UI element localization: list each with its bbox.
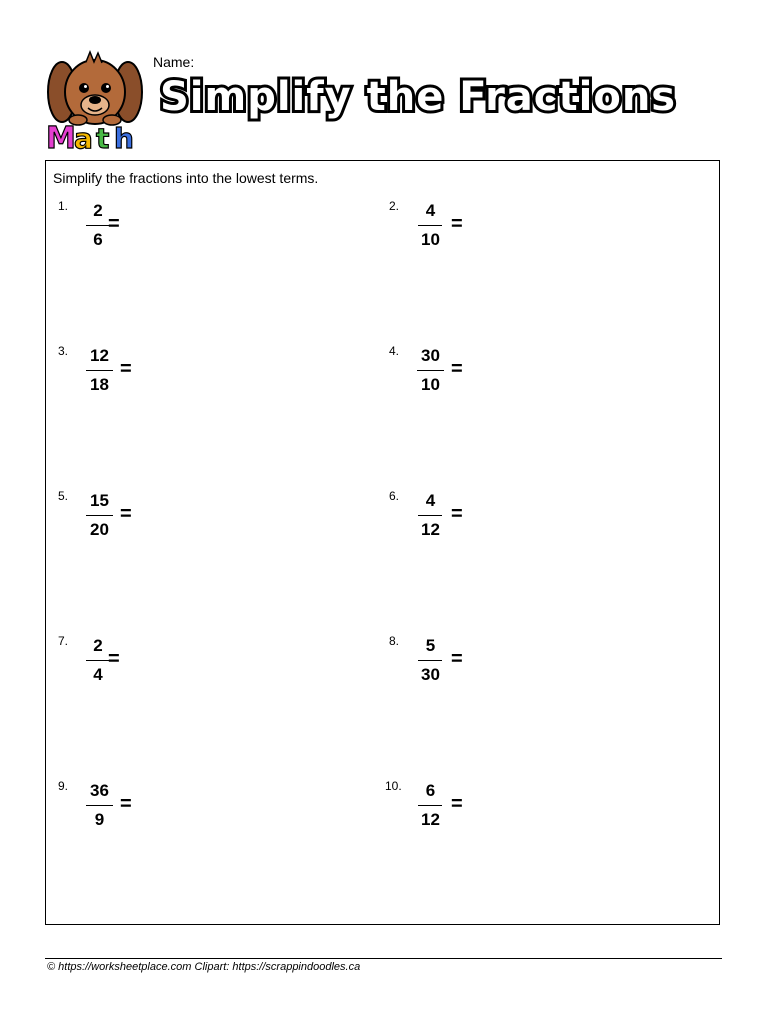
problem-number: 6.: [389, 489, 400, 503]
footer-divider: [45, 958, 722, 959]
fraction: [86, 344, 113, 397]
problem-1: [58, 199, 258, 259]
numerator: 4: [418, 489, 442, 516]
svg-text:a: a: [74, 122, 93, 152]
equals-sign: =: [108, 648, 120, 670]
denominator: 18: [90, 375, 109, 394]
problem-number: 9.: [58, 779, 69, 793]
equals-sign: =: [451, 213, 463, 235]
fraction: [417, 344, 444, 397]
fraction: [417, 489, 444, 542]
denominator: 6: [93, 230, 103, 249]
fraction: [417, 634, 444, 687]
problem-9: [58, 779, 258, 839]
fraction: [86, 199, 110, 252]
denominator: 9: [94, 810, 105, 829]
numerator: 12: [86, 344, 113, 371]
problem-number: 8.: [389, 634, 400, 648]
denominator: 10: [421, 230, 440, 249]
equals-sign: =: [120, 358, 132, 380]
equals-sign: =: [451, 503, 463, 525]
problem-3: [58, 344, 258, 404]
denominator: 20: [90, 520, 109, 539]
problem-number: 2.: [389, 199, 400, 213]
denominator: 12: [421, 810, 440, 829]
page-title: Simplify the Fractions: [160, 74, 677, 120]
problem-10: [385, 779, 585, 839]
fraction: [417, 779, 444, 832]
problem-8: [389, 634, 589, 694]
problem-number: 3.: [58, 344, 69, 358]
equals-sign: =: [451, 648, 463, 670]
problem-number: 7.: [58, 634, 69, 648]
equals-sign: =: [451, 793, 463, 815]
fraction: [86, 779, 113, 832]
numerator: 2: [86, 634, 110, 661]
denominator: 4: [93, 665, 103, 684]
instructions: Simplify the fractions into the lowest terms.: [53, 170, 319, 186]
numerator: 15: [86, 489, 113, 516]
name-label: Name:: [153, 54, 195, 70]
footer-credit: © https://worksheetplace.com Clipart: https://scrappindoodles.ca: [47, 961, 361, 973]
svg-text:M: M: [46, 121, 76, 152]
fraction: [86, 634, 110, 687]
equals-sign: =: [120, 503, 132, 525]
problem-number: 10.: [385, 779, 402, 793]
numerator: 5: [418, 634, 442, 661]
problem-number: 1.: [58, 199, 69, 213]
equals-sign: =: [108, 213, 120, 235]
math-dog-logo: [44, 50, 146, 152]
problem-6: [389, 489, 589, 549]
numerator: 2: [86, 199, 110, 226]
numerator: 4: [418, 199, 442, 226]
equals-sign: =: [451, 358, 463, 380]
numerator: 36: [86, 779, 113, 806]
problem-7: [58, 634, 258, 694]
svg-text:t: t: [96, 122, 110, 152]
equals-sign: =: [120, 793, 132, 815]
fraction: [86, 489, 113, 542]
problem-number: 4.: [389, 344, 400, 358]
denominator: 30: [421, 665, 440, 684]
problem-4: [389, 344, 589, 404]
fraction: [417, 199, 444, 252]
problem-number: 5.: [58, 489, 69, 503]
svg-text:h: h: [114, 122, 134, 152]
denominator: 12: [421, 520, 440, 539]
numerator: 30: [417, 344, 444, 371]
problem-2: [389, 199, 589, 259]
denominator: 10: [421, 375, 440, 394]
numerator: 6: [418, 779, 442, 806]
problem-5: [58, 489, 258, 549]
